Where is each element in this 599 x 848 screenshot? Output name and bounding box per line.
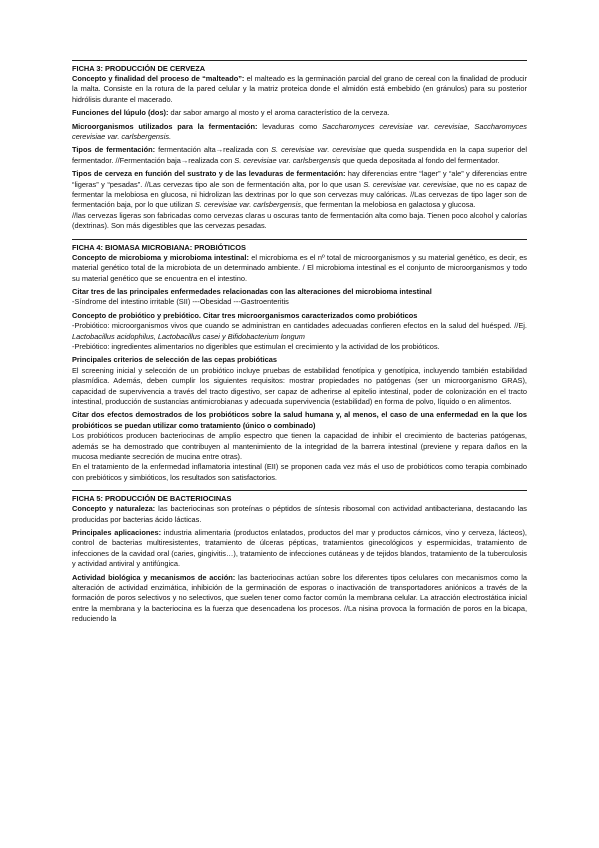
- question-tipos-fermentacion: Tipos de fermentación:: [72, 145, 156, 155]
- question-tipos-cerveza: Tipos de cerveza en función del sustrato y de las levaduras de fermentación:: [72, 169, 346, 179]
- paragraph-microorganismos: [72, 122, 527, 143]
- question-microorganismos: Microorganismos utilizados para la fermentación:: [72, 121, 258, 131]
- section-title-ficha-5: FICHA 5: PRODUCCIÓN DE BACTERIOCINAS: [72, 494, 232, 504]
- answer-tipos-3: que queda depositada al fondo del fermentador.: [340, 155, 500, 165]
- paragraph-aplicaciones: [72, 528, 527, 570]
- answer-probiotico: [72, 321, 527, 342]
- species-probioticos: Lactobacillus acidophilus, Lactobacillus casei y Bifidobacterium longum: [72, 331, 305, 341]
- question-aplicaciones: Principales aplicaciones:: [72, 528, 162, 538]
- answer-efectos-2: En el tratamiento de la enfermedad inflamatoria intestinal (EII) se proponen cada vez más el uso de probióticos como terapia combinado con prebióticos y simbióticos, los resultados son satisfactorios.: [72, 462, 527, 482]
- section-title-ficha-4: FICHA 4: BIOMASA MICROBIANA: PROBIÓTICOS: [72, 242, 246, 252]
- question-concepto: Concepto y naturaleza:: [72, 504, 156, 514]
- document-page: [72, 60, 527, 628]
- paragraph-tipos-cerveza: [72, 169, 527, 211]
- paragraph-actividad: [72, 573, 527, 625]
- answer-cerveza-2: , que no es capaz de fermentar la melobiosa en glucosa, ni hidrolizan las dextrinas por lo que son cervezas muy calóricas. //Las cervezas de tipo lager son de fermentación baja, por lo que utilizan: [72, 179, 528, 210]
- answer-cerveza-1: hay diferencias entre “lager” y “ale” y diferencias entre “ligeras” y “pesadas”. //Las cervezas tipo ale son de fermentación alta, por lo que usan: [72, 169, 527, 189]
- paragraph-concepto-bacteriocinas: [72, 504, 527, 525]
- answer-malteado: el malteado es la germinación parcial del grano de cereal con la finalidad de producir la malta. Consiste en la rotura de la pared celular y la matriz proteica donde el almidón está embebido (en gránulos) para su posterior hidrólisis durante el macerado.: [72, 74, 528, 104]
- answer-tipos-1: fermentación alta→realizada con: [155, 145, 272, 155]
- question-malteado: Concepto y finalidad del proceso de “malteado”:: [72, 74, 245, 83]
- paragraph-cerveza-ligeras: //las cervezas ligeras son fabricadas como cervezas claras u oscuras tanto de fermentación alta como baja. Tienen poco alcohol y calorías (dextrinas). Son más digestibles que las cervezas pesadas.: [72, 210, 527, 231]
- question-lupulo: Funciones del lúpulo (dos):: [72, 108, 169, 118]
- question-criterios: Principales criterios de selección de las cepas probióticas: [72, 355, 277, 365]
- answer-prebiotico: -Prebiótico: ingredientes alimentarios no digeribles que estimulan el crecimiento y la actividad de los probióticos.: [72, 341, 440, 351]
- species-tipos-1: S. cerevisiae var. cerevisiae: [271, 145, 366, 155]
- answer-aplicaciones: industria alimentaria (productos enlatados, productos del mar y productos cárnicos, vino y cerveza, lácteos), control de bacterias multiresistentes, tratamiento de úlceras pépticas, tratamientos ginecológicos y espermicidas, tratamiento de infecciones de la cavidad oral (caries, gingivitis…), tratamiento de infecciones cutáneas y de tejidos blandos, tratamiento de la tuberculosis y actividad antiviral y antifúngica.: [72, 528, 527, 569]
- answer-efectos-1: Los probióticos producen bacteriocinas de amplio espectro que tienen la capacidad de inhibir el crecimiento de bacterias patógenas, además se ha demostrado que contribuyen al mantenimiento de la integridad de la barrera intestinal (previene y repara daños en la mucosa mediante secreción de mucina entre otras).: [72, 431, 527, 461]
- section-divider: [72, 60, 527, 61]
- paragraph-malteado: [72, 74, 527, 105]
- question-probiotico: Concepto de probiótico y prebiótico. Citar tres microorganismos caracterizados como probióticos: [72, 310, 418, 320]
- answer-criterios: El screening inicial y selección de un probiótico incluye pruebas de estabilidad fenotípica y genotípica, incluyendo también estabilidad plasmídica. Además, deben cumplir los siguientes requisitos: mostrar propiedades no patógenas (ser un microorganismo GRAS), capacidad de supervivencia a través del tracto digestivo, ser capaz de adherirse al epitelio intestinal, poder de colonización en el tracto intestinal, producción de sustancias antimicrobianas y adecuada supervivencia (estabilidad) en forma de polvo, líquido o en alimentos.: [72, 365, 527, 406]
- species-cerveza-1: S. cerevisiae var. cerevisiae: [363, 179, 457, 189]
- paragraph-lupulo: [72, 108, 527, 118]
- question-enfermedades: Citar tres de las principales enfermedades relacionadas con las alteraciones del microbioma intestinal: [72, 286, 432, 296]
- answer-tipos-2: que queda suspendida en la capa superior del fermentador. //Fermentación baja→realizada con: [72, 145, 528, 165]
- question-efectos: Citar dos efectos demostrados de los probióticos sobre la salud humana y, al menos, el caso de una enfermedad en la que los probióticos se puedan utilizar como tratamiento (único o combinado): [72, 410, 527, 430]
- answer-cerveza-3: , que fermentan la melobiosa en galactosa y glucosa.: [300, 200, 476, 210]
- species-cerveza-2: S. cerevisiae var. carlsbergensis: [194, 200, 301, 210]
- question-microbioma: Concepto de microbioma y microbioma intestinal:: [72, 252, 249, 262]
- answer-microorganismos: levaduras como: [257, 121, 323, 131]
- section-divider: [72, 239, 527, 240]
- section-title-ficha-3: FICHA 3: PRODUCCIÓN DE CERVEZA: [72, 64, 206, 73]
- answer-microbioma: el microbioma es el nº total de microorganismos y su material genético, es decir, es material genético total de la microbiota de un determinado ambiente. / El microbioma intestinal es el conjunto de microorganismos y todo su material genético que se encuentra en el intestino.: [72, 252, 527, 283]
- paragraph-tipos-fermentacion: [72, 145, 527, 166]
- paragraph-microbioma: [72, 253, 527, 284]
- answer-probiotico-text: -Probiótico: microorganismos vivos que cuando se administran en cantidades adecuadas confieren efectos en la salud del huésped. //Ej.: [72, 321, 527, 331]
- section-divider: [72, 490, 527, 491]
- answer-lupulo: dar sabor amargo al mosto y el aroma característico de la cerveza.: [168, 108, 390, 118]
- answer-enfermedades: -Síndrome del intestino irritable (SII) ---Obesidad ---Gastroenteritis: [72, 297, 289, 307]
- species-microorganismos: Saccharomyces cerevisiae var. cerevisiae, Saccharomyces cerevisiae var. carlsbergensis.: [72, 121, 528, 142]
- species-tipos-2: S. cerevisiae var. carlsbergensis: [234, 155, 341, 165]
- answer-concepto: las bacteriocinas son proteínas o péptidos de síntesis ribosomal con actividad antibacteriana, destacando las producidas por bacterias ácido lácticas.: [72, 504, 527, 524]
- question-actividad: Actividad biológica y mecanismos de acción:: [72, 572, 236, 582]
- answer-actividad: las bacteriocinas actúan sobre los diferentes tipos celulares con mecanismos como la alteración de actividad enzimática, inhibición de la germinación de esporas o inactivación de transportadores aniónicos a través de la formación de poros selectivos y no selectivos, que suelen tener como factor común la membrana celular. La atracción electrostática inicial entre la membrana y la bacteriocina es la fuerza que desencadena los procesos. //La nisina provoca la formación de poros en la bicapa, reduciendo la: [72, 572, 527, 624]
